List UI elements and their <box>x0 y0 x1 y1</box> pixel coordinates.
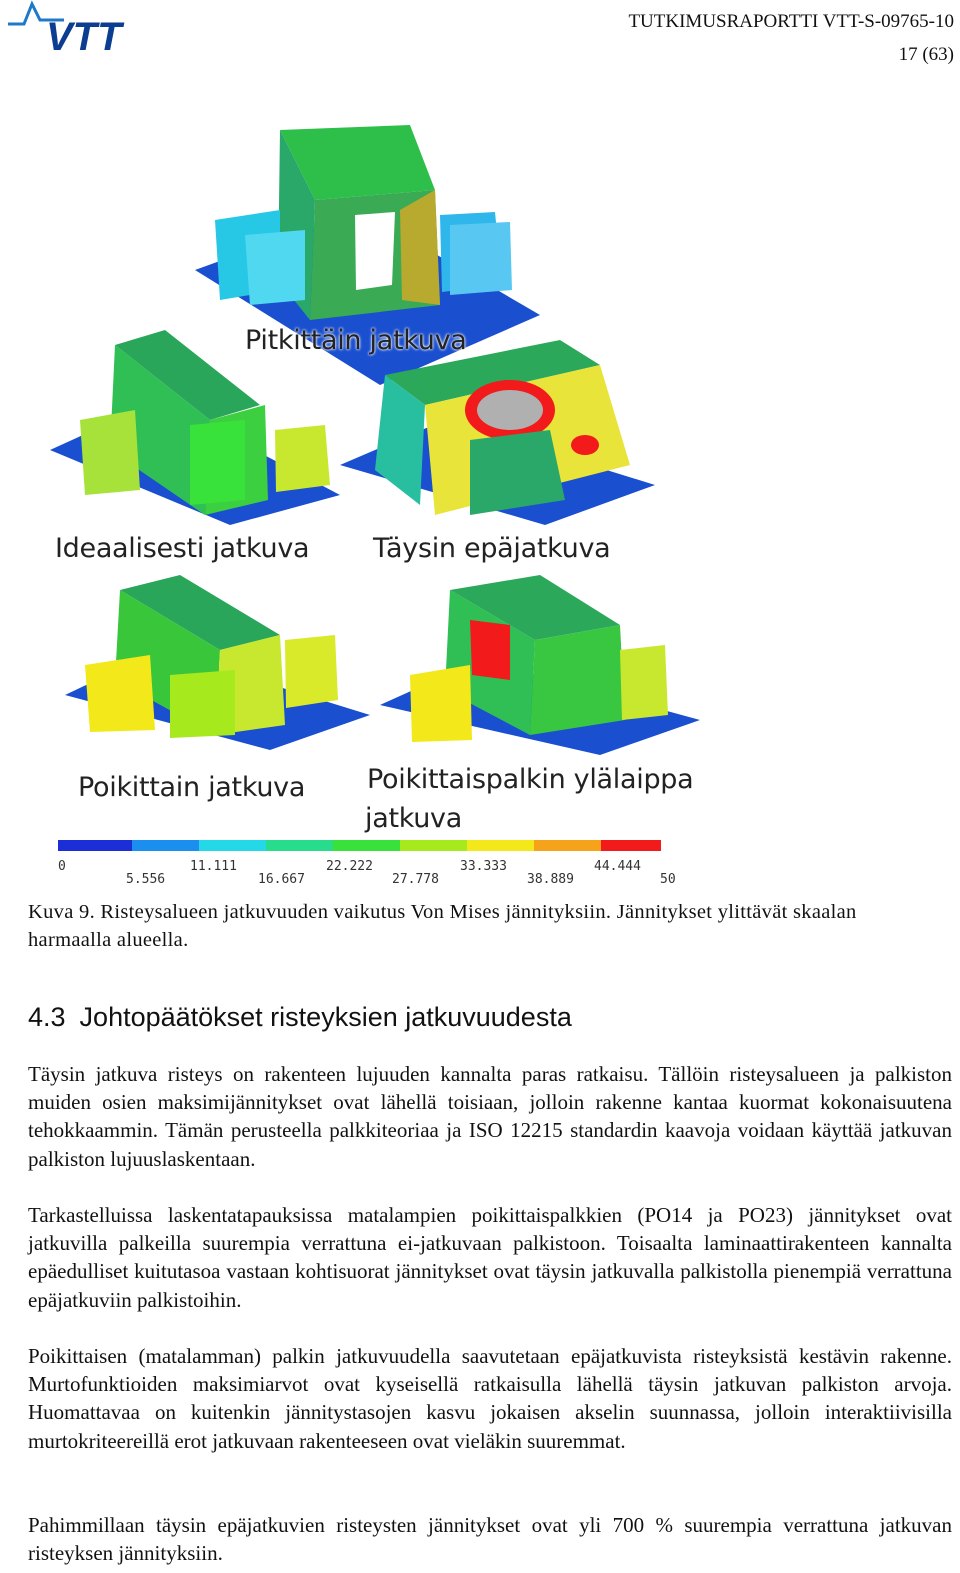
svg-text:VTT: VTT <box>46 15 122 56</box>
section-heading <box>28 1002 572 1033</box>
scale-tick: 50 <box>660 872 676 887</box>
model-poikittain <box>65 575 370 750</box>
scale-tick: 0 <box>58 859 66 874</box>
page-number: 17 (63) <box>898 44 954 65</box>
vtt-logo <box>6 0 158 56</box>
label-poikittain: Poikittain jatkuva <box>78 772 306 803</box>
scale-tick: 5.556 <box>126 872 166 887</box>
scale-tick: 22.222 <box>326 859 373 874</box>
scale-tick: 11.111 <box>190 859 237 874</box>
scale-tick: 16.667 <box>258 872 305 887</box>
label-ideaalisesti: Ideaalisesti jatkuva <box>55 533 310 564</box>
fem-figure <box>40 120 720 895</box>
scale-tick: 27.778 <box>392 872 439 887</box>
section-number: 4.3 <box>28 1002 66 1032</box>
paragraph: Poikittaisen (matalamman) palkin jatkuvuudella saavutetaan epäjatkuvista risteyksistä kestävin rakenne. Murtofunktioiden maksimiarvot ovat kyseisellä ratkaisulla lähellä täysin jatkuvan palkiston arvoja. Huomattavaa on kuitenkin jännitystasojen kasvu jokaisen akselin suunnassa, jolloin interaktiivisilla murtokriteereillä erot jatkuvaan rakenteeseen ovat vieläkin suuremmat. <box>28 1344 952 1453</box>
paragraph: Tarkastelluissa laskentatapauksissa matalampien poikittaispalkkien (PO14 ja PO23) jännitykset ovat jatkuvilla palkeilla suurempia verrattuna ei-jatkuvaan palkistoon. Toisaalta laminaattirakenteen kannalta epäedulliset kuitutasoa vastaan kohtisuorat jännitykset ovat täysin jatkuvalla palkistolla pienempiä verrattuna epäjatkuviin palkistoihin. <box>28 1203 952 1312</box>
label-taysin-epajatkuva: Täysin epäjatkuva <box>373 533 611 564</box>
model-ideaalisesti <box>50 330 340 525</box>
label-ylalaippa-line2: jatkuva <box>365 803 462 834</box>
paragraph: Täysin jatkuva risteys on rakenteen lujuuden kannalta paras ratkaisu. Tällöin risteysalueen ja palkiston muiden osien maksimijännitykset ovat lähellä toisiaan, jolloin rakenne kantaa kuormat kokonaisuutena tehokkaammin. Tämän perusteella palkkiteoriaa ja ISO 12215 standardin kaavoja voidaan käyttää jatkuvan palkiston lujuuslaskentaan. <box>28 1062 952 1171</box>
report-id: TUTKIMUSRAPORTTI VTT-S-09765-10 <box>628 11 954 32</box>
stress-color-scale <box>58 840 676 887</box>
scale-tick: 33.333 <box>460 859 507 874</box>
paragraph: Pahimmillaan täysin epäjatkuvien risteysten jännitykset ovat yli 700 % suurempia verrattuna jatkuvan risteyksen jännityksiin. <box>28 1513 952 1566</box>
model-ylalaippa <box>380 575 700 755</box>
scale-tick: 44.444 <box>594 859 641 874</box>
section-title: Johtopäätökset risteyksien jatkuvuudesta <box>79 1002 572 1032</box>
label-pitkittain: Pitkittäin jatkuva <box>245 325 467 356</box>
figure-caption: Kuva 9. Risteysalueen jatkuvuuden vaikutus Von Mises jännityksiin. Jännitykset ylittävät skaalan harmaalla alueella. <box>28 901 857 951</box>
label-ylalaippa-line1: Poikittaispalkin ylälaippa <box>367 764 694 795</box>
scale-tick: 38.889 <box>527 872 574 887</box>
